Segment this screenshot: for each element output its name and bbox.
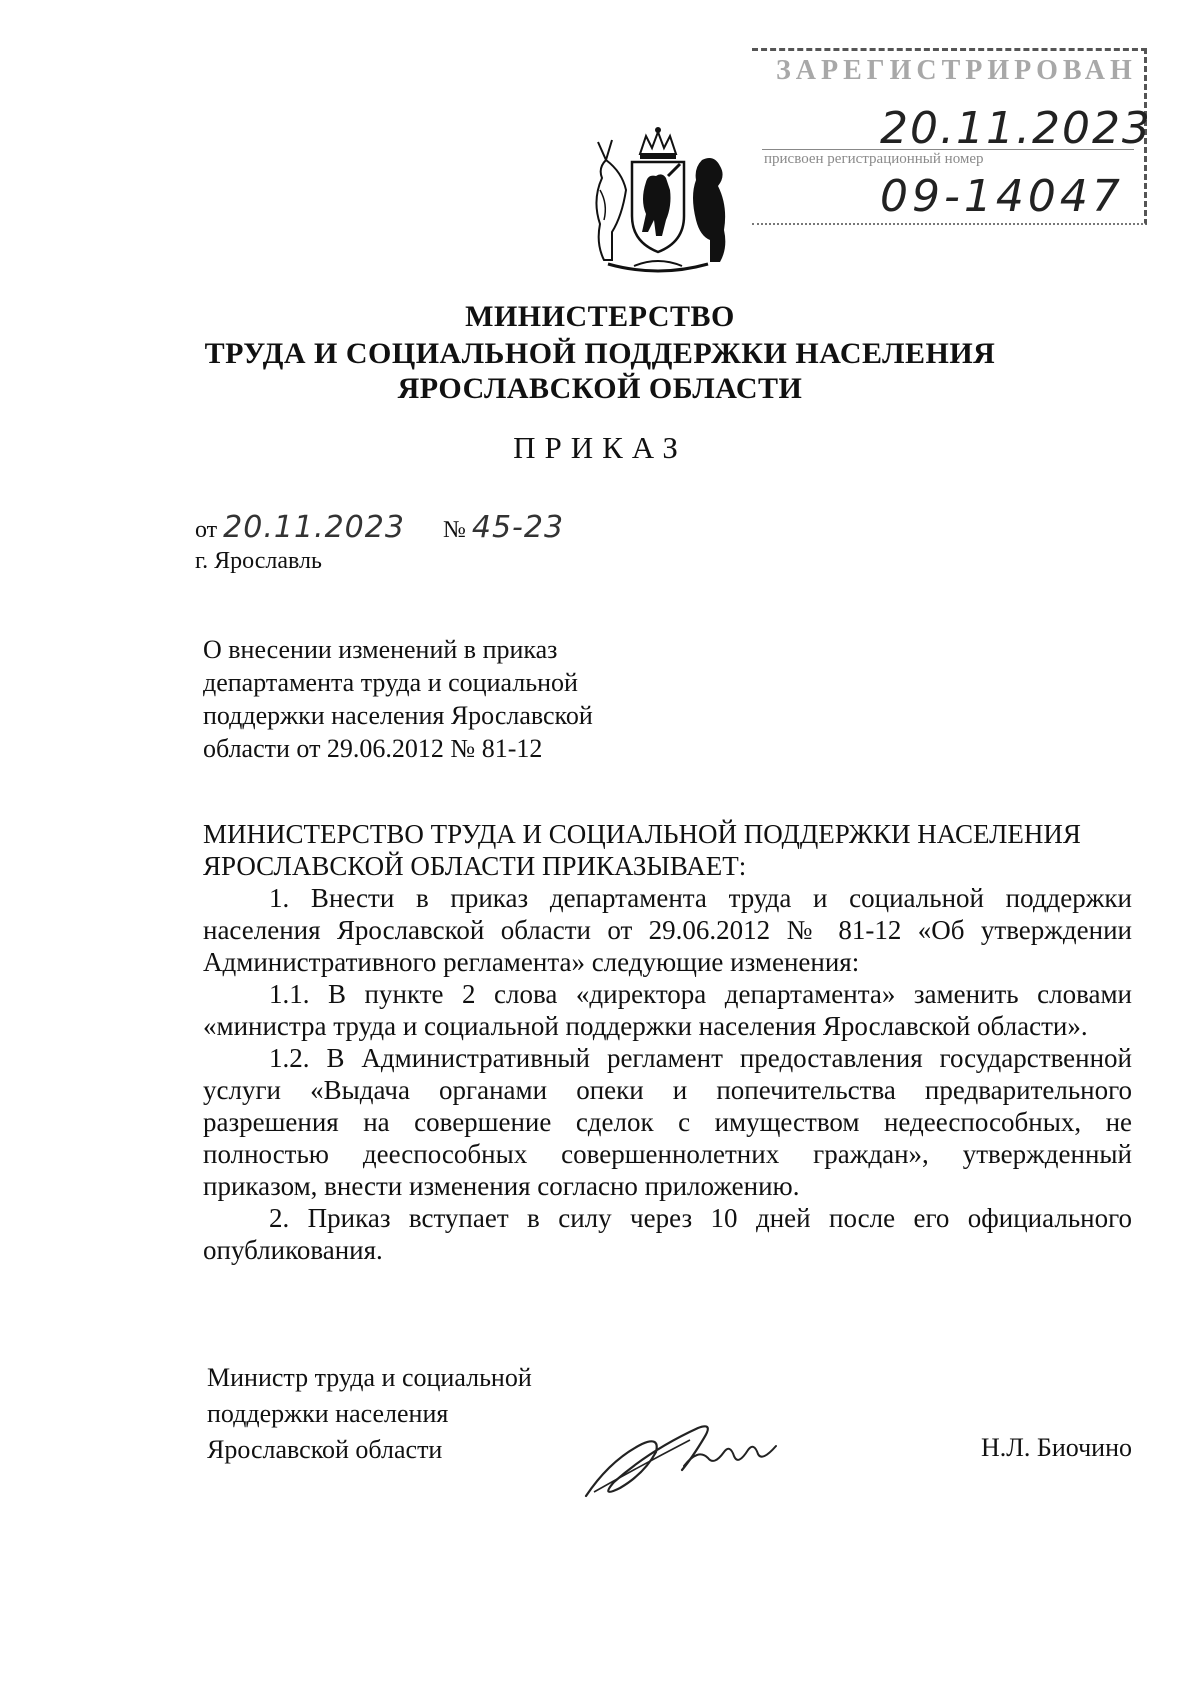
subject-line: О внесении изменений в приказ <box>203 635 558 664</box>
order-date-number-line <box>195 510 564 545</box>
signer-name: Н.Л. Биочино <box>981 1433 1132 1462</box>
body-paragraph-2: 2. Приказ вступает в силу через 10 дней после его официального опубликования. <box>203 1203 1132 1265</box>
document-type-title: ПРИКАЗ <box>513 430 687 465</box>
org-name-line-2: ТРУДА И СОЦИАЛЬНОЙ ПОДДЕРЖКИ НАСЕЛЕНИЯ <box>204 337 996 370</box>
subject-line: департамента труда и социальной <box>203 668 578 697</box>
coat-of-arms-icon <box>578 120 738 280</box>
subject-line: поддержки населения Ярославской <box>203 701 593 730</box>
order-subject <box>203 633 673 765</box>
stamp-divider <box>762 149 1134 150</box>
body-heading: МИНИСТЕРСТВО ТРУДА И СОЦИАЛЬНОЙ ПОДДЕРЖКИ НАСЕЛЕНИЯ ЯРОСЛАВСКОЙ ОБЛАСТИ ПРИКАЗЫВАЕТ: <box>203 819 1081 881</box>
handwritten-signature <box>580 1400 790 1510</box>
signer-position-line: Министр труда и социальной <box>207 1363 532 1392</box>
body-paragraph-1-2: 1.2. В Административный регламент предоставления государственной услуги «Выдача органами опеки и попечительства предварительного разрешения на совершение сделок с имуществом недееспособных, не полностью дееспособных совершеннолетних граждан», утвержденный приказом, внести изменения согласно приложению. <box>203 1043 1132 1201</box>
signer-position-line: Ярославской области <box>207 1435 443 1464</box>
subject-line: области от 29.06.2012 № 81-12 <box>203 734 543 763</box>
org-name-line-3: ЯРОСЛАВСКОЙ ОБЛАСТИ <box>397 372 803 405</box>
stamp-header: ЗАРЕГИСТРИРОВАН <box>776 55 1137 86</box>
stamp-registration-number: 09-14047 <box>880 171 1124 222</box>
order-date: 20.11.2023 <box>223 510 405 545</box>
signer-position <box>207 1360 532 1468</box>
order-body <box>203 818 1132 1266</box>
body-paragraph-1-1: 1.1. В пункте 2 слова «директора департамента» заменить словами «министра труда и социальной поддержки населения Ярославской области». <box>203 979 1132 1041</box>
stamp-date: 20.11.2023 <box>880 103 1152 154</box>
signer-position-line: поддержки населения <box>207 1399 449 1428</box>
registration-stamp <box>752 48 1152 225</box>
order-from-label: от <box>195 517 218 543</box>
org-name-line-1: МИНИСТЕРСТВО <box>465 300 735 333</box>
order-number: 45-23 <box>471 510 565 545</box>
body-paragraph-1: 1. Внести в приказ департамента труда и социальной поддержки населения Ярославской области от 29.06.2012 № 81-12 «Об утверждении Административного регламента» следующие изменения: <box>203 883 1132 977</box>
order-number-label: № <box>442 517 466 543</box>
order-city: г. Ярославль <box>195 548 322 574</box>
stamp-note: присвоен регистрационный номер <box>764 151 984 167</box>
